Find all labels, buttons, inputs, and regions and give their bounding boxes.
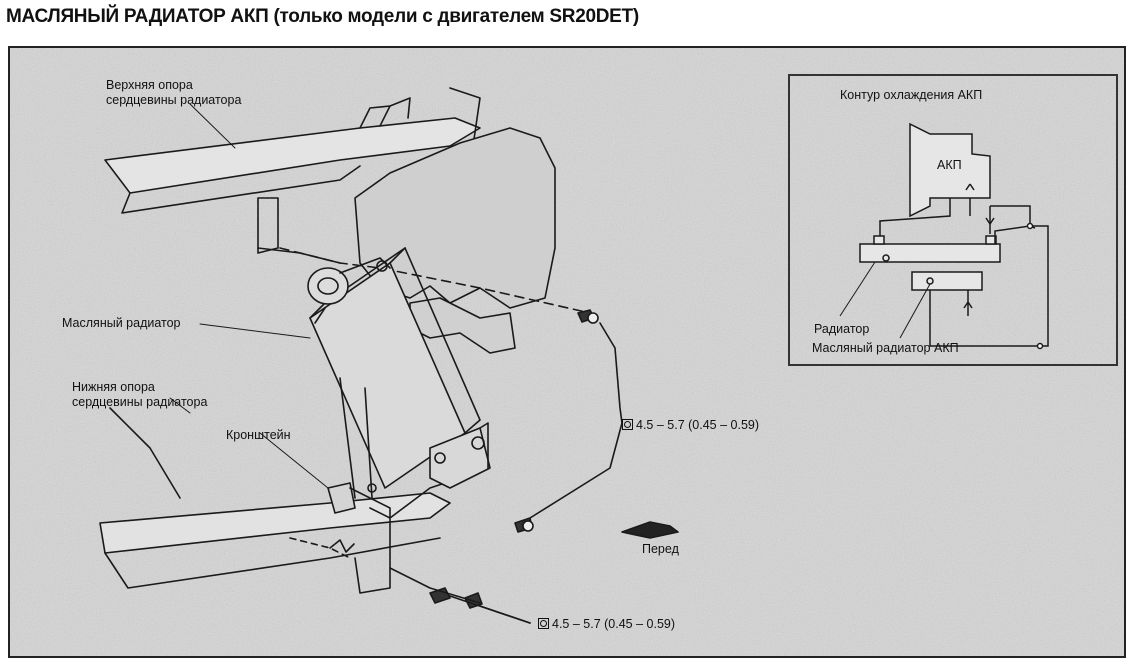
torque-wrench-icon <box>622 419 633 430</box>
upper-support-label <box>106 78 241 108</box>
radiator-shape <box>860 244 1000 262</box>
torque-spec-upper <box>622 418 759 433</box>
cooling-circuit-diagram <box>790 76 1116 364</box>
torque-wrench-icon <box>538 618 549 629</box>
oil-cooler-label: Масляный радиатор <box>62 316 181 330</box>
front-label: Перед <box>642 542 679 556</box>
front-arrow-icon <box>622 522 678 538</box>
page-title: МАСЛЯНЫЙ РАДИАТОР АКП (только модели с двигателем SR20DET) <box>6 6 639 27</box>
upper-bolt <box>578 310 598 323</box>
torque-upper-value: 4.5 – 5.7 (0.45 – 0.59) <box>636 418 760 432</box>
inset-atf-cooler-label: Масляный радиатор АКП <box>812 341 959 355</box>
diagram-frame <box>8 46 1126 658</box>
cooling-circuit-inset <box>788 74 1118 366</box>
inset-radiator-label: Радиатор <box>814 322 870 336</box>
upper-support-label-line2: сердцевины радиатора <box>106 93 242 107</box>
inset-transmission-label: АКП <box>937 158 962 172</box>
lower-support-label <box>72 380 207 410</box>
atf-cooler-shape <box>912 272 982 290</box>
lower-support-label-line2: сердцевины радиатора <box>72 395 208 409</box>
torque-spec-lower <box>538 617 675 632</box>
torque-lower-value: 4.5 – 5.7 (0.45 – 0.59) <box>552 617 676 631</box>
inset-title: Контур охлаждения АКП <box>840 88 983 102</box>
lower-bolts <box>290 518 533 623</box>
upper-support-label-line1: Верхняя опора <box>106 78 193 92</box>
bracket-label: Кронштейн <box>226 428 291 442</box>
lower-support-label-line1: Нижняя опора <box>72 380 155 394</box>
